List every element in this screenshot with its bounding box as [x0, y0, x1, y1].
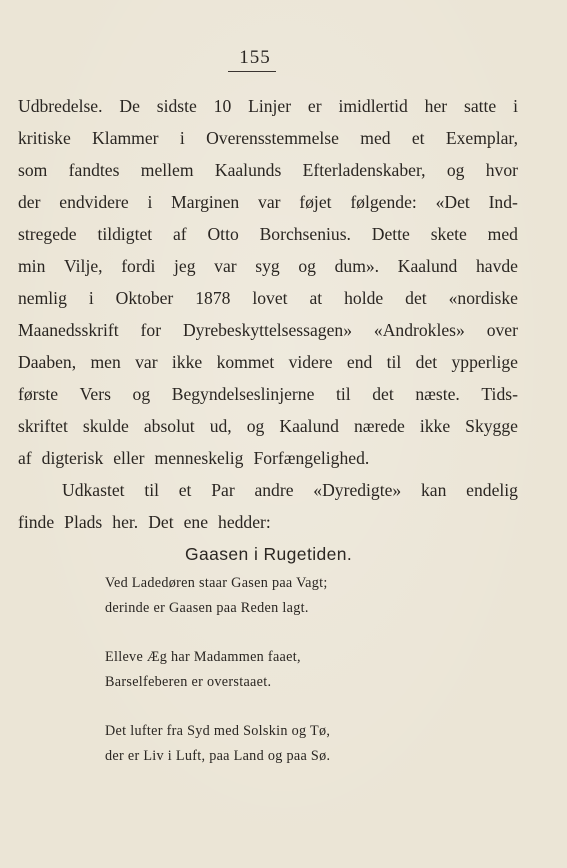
prose-word: imidlertid: [338, 96, 408, 116]
prose-word: endvidere: [59, 192, 129, 212]
poem-stanza-3: [105, 719, 330, 768]
prose-word: Ind-: [488, 192, 518, 212]
prose-word: med: [487, 224, 518, 244]
prose-line: [18, 378, 518, 410]
prose-word: var: [258, 192, 281, 212]
prose-word: dum».: [334, 256, 380, 276]
prose-word: Kaalund: [397, 256, 458, 276]
page-number-underline: [228, 71, 276, 72]
prose-word: Tids-: [481, 384, 518, 404]
prose-word: videre: [288, 352, 333, 372]
poem-stanza-2: [105, 645, 301, 694]
prose-word: for: [140, 320, 162, 340]
prose-word: ene: [183, 512, 209, 532]
prose-word: min: [18, 256, 46, 276]
prose-word: absolut: [143, 416, 195, 436]
prose-word: skulde: [82, 416, 129, 436]
poem-verse-line: der er Liv i Luft, paa Land og paa Sø.: [105, 747, 331, 764]
prose-line: [18, 90, 518, 122]
prose-word: Plads: [64, 512, 103, 532]
poem-verse-line: Barselfeberen er overstaaet.: [105, 673, 272, 690]
prose-word: 10: [213, 96, 232, 116]
prose-word: det: [405, 288, 427, 308]
prose-line: [18, 506, 518, 538]
prose-word: kommet: [216, 352, 275, 372]
poem-stanza-1: [105, 571, 328, 620]
prose-line: [18, 154, 518, 186]
prose-word: var: [135, 352, 158, 372]
prose-word: jeg: [174, 256, 196, 276]
prose-word: til: [144, 480, 159, 500]
poem-verse-line: Elleve Æg har Madammen faaet,: [105, 649, 301, 665]
prose-word: sidste: [156, 96, 197, 116]
prose-word: det: [415, 352, 438, 372]
prose-word: men: [90, 352, 121, 372]
prose-word: i: [179, 128, 185, 148]
prose-word: ud,: [209, 416, 232, 436]
prose-word: Exemplar,: [445, 128, 518, 148]
prose-word: «Androkles»: [373, 320, 465, 340]
prose-word: «nordiske: [448, 288, 518, 308]
prose-word: skriftet: [18, 416, 68, 436]
prose-word: mellem: [140, 160, 194, 180]
prose-word: her: [424, 96, 448, 116]
prose-word: som: [18, 160, 48, 180]
prose-word: første: [18, 384, 59, 404]
prose-word: Maanedsskrift: [18, 320, 119, 340]
prose-word: følgende:: [350, 192, 417, 212]
prose-word: Overensstemmelse: [206, 128, 339, 148]
prose-word: «Det: [435, 192, 470, 212]
prose-word: kritiske: [18, 128, 71, 148]
prose-word: skete: [430, 224, 467, 244]
prose-line: [18, 442, 518, 474]
prose-word: De: [119, 96, 140, 116]
prose-word: i: [147, 192, 153, 212]
prose-word: havde: [475, 256, 518, 276]
prose-word: at: [309, 288, 323, 308]
prose-word: føjet: [299, 192, 332, 212]
prose-word: ikke: [419, 416, 451, 436]
prose-word: et: [178, 480, 192, 500]
prose-word: næste.: [415, 384, 460, 404]
prose-word: «Dyredigte»: [313, 480, 402, 500]
prose-word: Dette: [371, 224, 410, 244]
prose-word: Udbredelse.: [18, 96, 103, 116]
prose-word: Kaalunds: [214, 160, 282, 180]
prose-word: Forfængelighed.: [253, 448, 370, 468]
prose-word: endelig: [466, 480, 518, 500]
prose-word: et: [411, 128, 425, 148]
prose-line: [18, 122, 518, 154]
prose-word: Otto: [207, 224, 239, 244]
prose-word: nemlig: [18, 288, 67, 308]
prose-word: til: [386, 352, 402, 372]
prose-line: [18, 474, 518, 506]
prose-word: fandtes: [68, 160, 120, 180]
prose-word: Dyrebeskyttelsessagen»: [182, 320, 353, 340]
poem-verse-line: Ved Ladedøren staar Gasen paa Vagt;: [105, 575, 328, 591]
prose-word: holde: [344, 288, 384, 308]
prose-word: her.: [112, 512, 139, 532]
prose-word: Daaben,: [18, 352, 77, 372]
prose-word: satte: [463, 96, 497, 116]
prose-word: Begyndelseslinjerne: [171, 384, 315, 404]
prose-word: af: [172, 224, 187, 244]
prose-word: stregede: [18, 224, 77, 244]
prose-word: hvor: [485, 160, 518, 180]
prose-word: tildigtet: [97, 224, 153, 244]
prose-word: og: [446, 160, 465, 180]
prose-word: Skygge: [465, 416, 518, 436]
prose-word: af: [18, 448, 32, 468]
prose-word: Vers: [79, 384, 111, 404]
prose-word: lovet: [252, 288, 288, 308]
prose-word: Klammer: [92, 128, 159, 148]
prose-word: og: [298, 256, 316, 276]
prose-line: [18, 314, 518, 346]
prose-line: [18, 410, 518, 442]
prose-word: Linjer: [248, 96, 292, 116]
prose-word: til: [335, 384, 351, 404]
prose-word: Kaalund: [279, 416, 339, 436]
prose-word: Marginen: [171, 192, 240, 212]
prose-word: fordi: [121, 256, 156, 276]
prose-word: hedder:: [218, 512, 271, 532]
prose-line: [18, 282, 518, 314]
prose-word: ypperlige: [451, 352, 518, 372]
prose-word: kan: [421, 480, 447, 500]
prose-word: i: [513, 96, 518, 116]
poem-title: Gaasen i Rugetiden.: [185, 544, 353, 564]
prose-word: 1878: [195, 288, 231, 308]
prose-line: [18, 186, 518, 218]
prose-line: [18, 218, 518, 250]
page-number: 155: [239, 47, 271, 68]
prose-word: eller: [113, 448, 145, 468]
prose-word: ikke: [171, 352, 203, 372]
prose-word: Efterladenskaber,: [302, 160, 426, 180]
prose-line: [18, 346, 518, 378]
prose-word: Udkastet: [62, 480, 125, 500]
prose-word: nærede: [354, 416, 405, 436]
prose-word: der: [18, 192, 41, 212]
prose-paragraphs: [18, 90, 518, 538]
prose-word: i: [88, 288, 94, 308]
prose-word: Oktober: [115, 288, 174, 308]
prose-word: Par: [211, 480, 235, 500]
prose-word: Det: [148, 512, 174, 532]
prose-word: over: [486, 320, 518, 340]
prose-word: andre: [254, 480, 294, 500]
prose-word: Borchsenius.: [259, 224, 351, 244]
prose-word: er: [307, 96, 322, 116]
prose-word: med: [360, 128, 391, 148]
prose-word: digterisk: [41, 448, 104, 468]
prose-word: var: [214, 256, 237, 276]
prose-word: menneskelig: [154, 448, 244, 468]
prose-word: og: [132, 384, 151, 404]
poem-verse-line: derinde er Gaasen paa Reden lagt.: [105, 599, 309, 616]
prose-word: Vilje,: [64, 256, 103, 276]
prose-word: det: [372, 384, 394, 404]
prose-word: finde: [18, 512, 55, 532]
prose-word: end: [346, 352, 373, 372]
prose-word: syg: [255, 256, 280, 276]
poem-verse-line: Det lufter fra Syd med Solskin og Tø,: [105, 723, 331, 739]
prose-line: [18, 250, 518, 282]
prose-word: og: [246, 416, 265, 436]
